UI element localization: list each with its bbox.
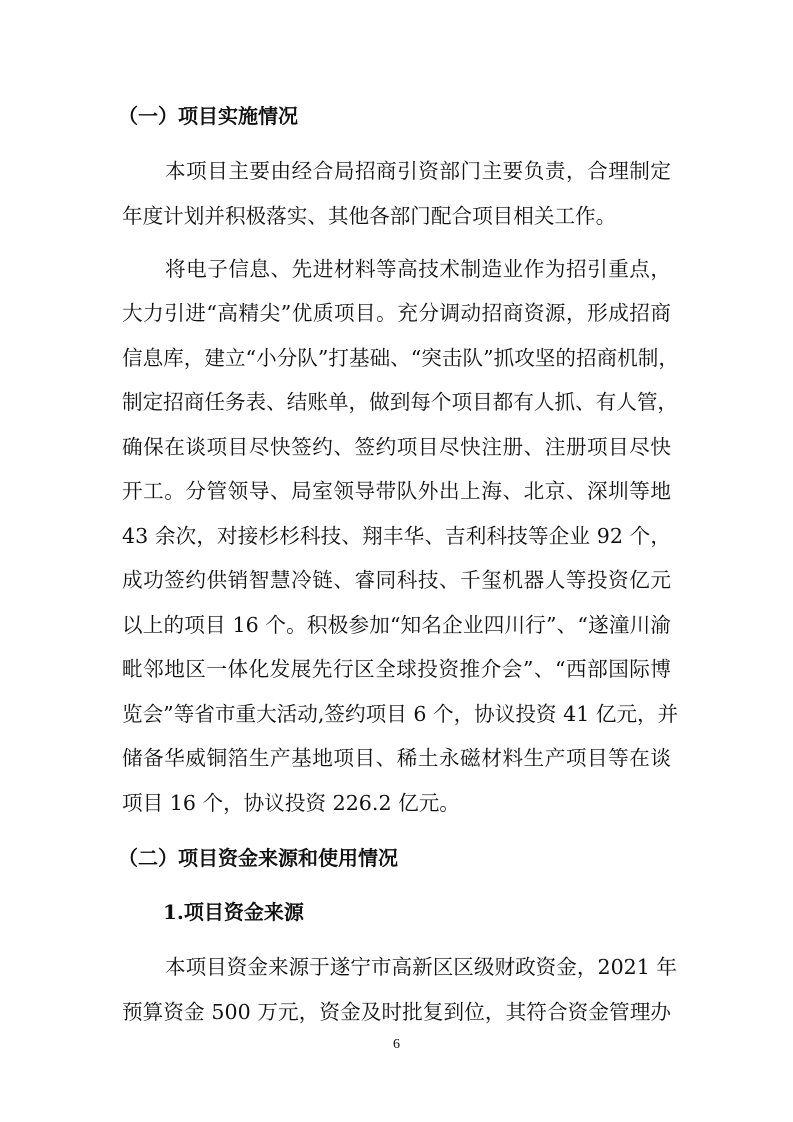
paragraph-line: 本项目主要由经合局招商引资部门主要负责，合理制定: [165, 159, 671, 183]
paragraph-line: 预算资金 500 万元，资金及时批复到位，其符合资金管理办: [122, 1000, 671, 1024]
paragraph-line: 以上的项目 16 个。积极参加“知名企业四川行”、“遂潼川渝: [122, 613, 671, 637]
paragraph-line: 本项目资金来源于遂宁市高新区区级财政资金，2021 年: [165, 955, 678, 979]
paragraph-line: 大力引进“高精尖”优质项目。充分调动招商资源，形成招商: [122, 301, 671, 325]
section-heading-implementation: （一）项目实施情况: [118, 104, 298, 128]
subsection-heading-funding-source: 1.项目资金来源: [163, 900, 304, 924]
paragraph-line: 毗邻地区一体化发展先行区全球投资推介会”、“西部国际博: [122, 657, 671, 681]
paragraph-line: 成功签约供销智慧冷链、睿同科技、千玺机器人等投资亿元: [122, 568, 671, 592]
paragraph-line: 开工。分管领导、局室领导带队外出上海、北京、深圳等地: [122, 479, 671, 503]
paragraph-line: 览会”等省市重大活动,签约项目 6 个，协议投资 41 亿元，并: [122, 702, 679, 726]
paragraph-line: 信息库，建立“小分队”打基础、“突击队”抓攻坚的招商机制，: [122, 346, 679, 370]
paragraph-line: 确保在谈项目尽快签约、签约项目尽快注册、注册项目尽快: [122, 435, 671, 459]
paragraph-line: 年度计划并积极落实、其他各部门配合项目相关工作。: [122, 204, 617, 228]
paragraph-line: 储备华威铜箔生产基地项目、稀土永磁材料生产项目等在谈: [122, 746, 671, 770]
paragraph-line: 43 余次，对接杉杉科技、翔丰华、吉利科技等企业 92 个，: [122, 524, 671, 548]
paragraph-line: 项目 16 个，协议投资 226.2 亿元。: [122, 791, 460, 815]
paragraph-line: 将电子信息、先进材料等高技术制造业作为招引重点，: [165, 257, 671, 281]
page-number: 6: [393, 1037, 400, 1052]
paragraph-line: 制定招商任务表、结账单，做到每个项目都有人抓、有人管，: [122, 390, 679, 414]
section-heading-funding: （二）项目资金来源和使用情况: [118, 846, 398, 870]
